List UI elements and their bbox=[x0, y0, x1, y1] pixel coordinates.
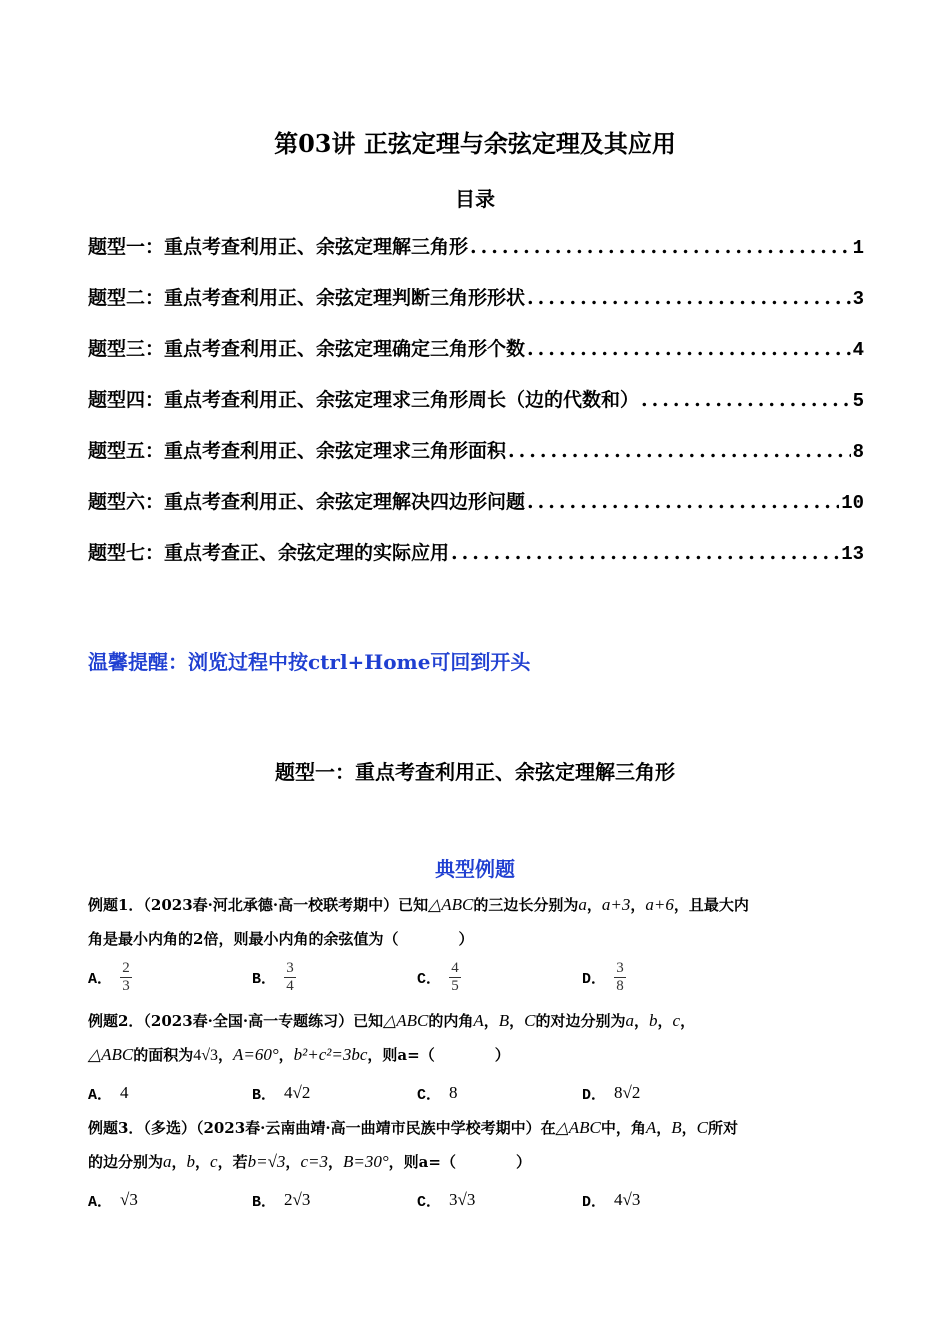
toc-entry-label: 题型六：重点考查利用正、余弦定理解决四边形问题 bbox=[88, 491, 526, 513]
math-side: a+3 bbox=[601, 895, 631, 914]
math-equation: b²+c²=3bc bbox=[293, 1045, 368, 1064]
option-b[interactable] bbox=[252, 957, 296, 997]
toc-entry[interactable] bbox=[88, 487, 864, 538]
example-3-question: 例题3．（多选）（2023春·云南曲靖·高一曲靖市民族中学校考期中）在△ABC中，角A，B，C所对 的边分别为a，b，c，若b=√3，c=3，B=30°，则a=（ ） bbox=[88, 1118, 739, 1171]
toc-entry-page: 1 bbox=[852, 237, 864, 259]
reminder-tip: 温馨提醒：浏览过程中按ctrl+Home可回到开头 bbox=[88, 650, 531, 674]
example-1-options bbox=[88, 957, 868, 997]
example-2-options bbox=[88, 1073, 868, 1113]
math-angle-value: A=60° bbox=[233, 1045, 279, 1064]
toc-leader-dots bbox=[470, 236, 851, 258]
math-given: b=√3 bbox=[247, 1152, 286, 1171]
example-text: 的内角 bbox=[428, 1012, 474, 1030]
toc-entry[interactable] bbox=[88, 283, 864, 334]
option-value: 8 bbox=[449, 1083, 458, 1102]
example-text: 的边分别为 bbox=[88, 1153, 164, 1171]
option-c[interactable] bbox=[417, 1180, 475, 1220]
toc-leader-dots bbox=[527, 338, 851, 360]
toc-entry-label: 题型七：重点考查正、余弦定理的实际应用 bbox=[88, 542, 450, 564]
page-title: 第03讲 正弦定理与余弦定理及其应用 bbox=[274, 129, 676, 158]
option-letter: A． bbox=[88, 970, 113, 988]
toc-entry-label: 题型四：重点考查利用正、余弦定理求三角形周长（边的代数和） bbox=[88, 389, 640, 411]
math-side: a+6 bbox=[645, 895, 674, 914]
math-area: 4√3 bbox=[193, 1047, 218, 1064]
fraction bbox=[120, 960, 132, 995]
option-c[interactable] bbox=[417, 1073, 458, 1113]
fraction bbox=[449, 960, 461, 995]
example-text: ，则 bbox=[367, 1046, 398, 1064]
toc-entry-page: 8 bbox=[852, 441, 864, 463]
math-side: c bbox=[672, 1011, 681, 1030]
math-angle: A bbox=[473, 1011, 484, 1030]
example-prefix: 例题1．（2023春·河北承德·高一校联考期中）已知 bbox=[88, 896, 429, 914]
toc-entry-page: 10 bbox=[841, 492, 864, 514]
example-text: 的三边长分别为 bbox=[473, 896, 579, 914]
denominator: 4 bbox=[286, 977, 294, 994]
toc-entry-label: 题型一：重点考查利用正、余弦定理解三角形 bbox=[88, 236, 469, 258]
math-side: a bbox=[578, 895, 587, 914]
option-a[interactable] bbox=[88, 957, 132, 997]
toc-entry-label: 题型二：重点考查利用正、余弦定理判断三角形形状 bbox=[88, 287, 526, 309]
option-value: √3 bbox=[120, 1190, 138, 1209]
toc-entry-label: 题型三：重点考查利用正、余弦定理确定三角形个数 bbox=[88, 338, 526, 360]
denominator: 5 bbox=[451, 977, 459, 994]
table-of-contents bbox=[88, 232, 864, 589]
option-a[interactable] bbox=[88, 1073, 129, 1113]
option-a[interactable] bbox=[88, 1180, 138, 1220]
example-text: 所对 bbox=[708, 1119, 739, 1137]
answer-blank: a=（ ） bbox=[397, 1046, 510, 1064]
math-angle: B bbox=[498, 1011, 510, 1030]
toc-leader-dots bbox=[641, 389, 851, 411]
option-letter: A． bbox=[88, 1086, 113, 1104]
numerator: 4 bbox=[451, 959, 459, 976]
toc-leader-dots bbox=[508, 440, 851, 462]
example-1-question: 例题1．（2023春·河北承德·高一校联考期中）已知△ABC的三边长分别为a，a+3，a+6，且最大内 角是最小内角的2倍，则最小内角的余弦值为（ ） bbox=[88, 888, 868, 956]
toc-heading: 目录 bbox=[455, 187, 495, 211]
option-letter: B． bbox=[252, 1193, 277, 1211]
toc-entry-page: 3 bbox=[852, 288, 864, 310]
example-prefix: 例题2．（2023春·全国·高一专题练习）已知 bbox=[88, 1012, 384, 1030]
denominator: 8 bbox=[616, 977, 624, 994]
example-text: ，且最大内 bbox=[673, 896, 749, 914]
math-side: b bbox=[649, 1011, 658, 1030]
numerator: 3 bbox=[286, 959, 294, 976]
example-prefix: 例题3．（多选）（2023春·云南曲靖·高一曲靖市民族中学校考期中）在 bbox=[88, 1119, 556, 1137]
toc-entry[interactable] bbox=[88, 232, 864, 283]
math-side: c bbox=[210, 1152, 218, 1171]
toc-entry[interactable] bbox=[88, 334, 864, 385]
option-letter: B． bbox=[252, 1086, 277, 1104]
answer-blank: a=（ ） bbox=[418, 1153, 531, 1171]
option-d[interactable] bbox=[582, 1073, 640, 1113]
option-letter: C． bbox=[417, 1193, 442, 1211]
math-triangle: △ABC bbox=[383, 1011, 429, 1030]
option-letter: B． bbox=[252, 970, 277, 988]
toc-entry[interactable] bbox=[88, 538, 864, 589]
math-triangle: △ABC bbox=[555, 1118, 601, 1137]
math-angle: C bbox=[696, 1118, 708, 1137]
toc-leader-dots bbox=[527, 287, 851, 309]
math-triangle: △ABC bbox=[428, 895, 474, 914]
toc-entry-page: 13 bbox=[841, 543, 864, 565]
math-given: c=3 bbox=[300, 1152, 328, 1171]
option-letter: C． bbox=[417, 970, 442, 988]
option-value: 4√2 bbox=[284, 1083, 311, 1102]
option-letter: D． bbox=[582, 1086, 607, 1104]
sub-heading: 典型例题 bbox=[435, 857, 515, 881]
option-letter: D． bbox=[582, 1193, 607, 1211]
option-d[interactable] bbox=[582, 1180, 640, 1220]
option-letter: A． bbox=[88, 1193, 113, 1211]
option-b[interactable] bbox=[252, 1073, 310, 1113]
math-side: a bbox=[163, 1152, 172, 1171]
math-angle: C bbox=[524, 1011, 536, 1030]
math-given: B=30° bbox=[342, 1152, 389, 1171]
math-side: a bbox=[625, 1011, 635, 1030]
toc-entry-page: 4 bbox=[852, 339, 864, 361]
numerator: 2 bbox=[122, 959, 130, 976]
option-value: 4 bbox=[120, 1083, 129, 1102]
example-2-question: 例题2．（2023春·全国·高一专题练习）已知△ABC的内角A，B，C的对边分别为a，b，c， △ABC的面积为4√3，A=60°，b²+c²=3bc，则a=（ ） bbox=[88, 1011, 696, 1064]
toc-leader-dots bbox=[527, 491, 839, 513]
numerator: 3 bbox=[616, 959, 624, 976]
example-text: 的对边分别为 bbox=[535, 1012, 626, 1030]
math-triangle: △ABC bbox=[88, 1045, 134, 1064]
option-value: 3√3 bbox=[449, 1190, 476, 1209]
fraction bbox=[284, 960, 296, 995]
option-letter: C． bbox=[417, 1086, 442, 1104]
example-text: 角是最小内角的2倍，则最小内角的余弦值为（ ） bbox=[88, 930, 474, 948]
section-heading: 题型一：重点考查利用正、余弦定理解三角形 bbox=[275, 760, 675, 784]
option-value: 2√3 bbox=[284, 1190, 311, 1209]
option-letter: D． bbox=[582, 970, 607, 988]
option-value: 4√3 bbox=[614, 1190, 641, 1209]
math-angle: B bbox=[671, 1118, 682, 1137]
denominator: 3 bbox=[122, 977, 130, 994]
fraction bbox=[614, 960, 626, 995]
example-text: ，若 bbox=[217, 1153, 248, 1171]
toc-leader-dots bbox=[451, 542, 839, 564]
math-angle: A bbox=[645, 1118, 657, 1137]
example-text: 中，角 bbox=[600, 1119, 646, 1137]
option-value: 8√2 bbox=[614, 1083, 641, 1102]
toc-entry-page: 5 bbox=[852, 390, 864, 412]
option-c[interactable] bbox=[417, 957, 461, 997]
example-text: ，则 bbox=[388, 1153, 419, 1171]
toc-entry-label: 题型五：重点考查利用正、余弦定理求三角形面积 bbox=[88, 440, 507, 462]
math-side: b bbox=[186, 1152, 196, 1171]
option-d[interactable] bbox=[582, 957, 626, 997]
toc-entry[interactable] bbox=[88, 385, 864, 436]
option-b[interactable] bbox=[252, 1180, 310, 1220]
example-text: 的面积为 bbox=[133, 1046, 194, 1064]
toc-entry[interactable] bbox=[88, 436, 864, 487]
example-3-options bbox=[88, 1180, 868, 1220]
